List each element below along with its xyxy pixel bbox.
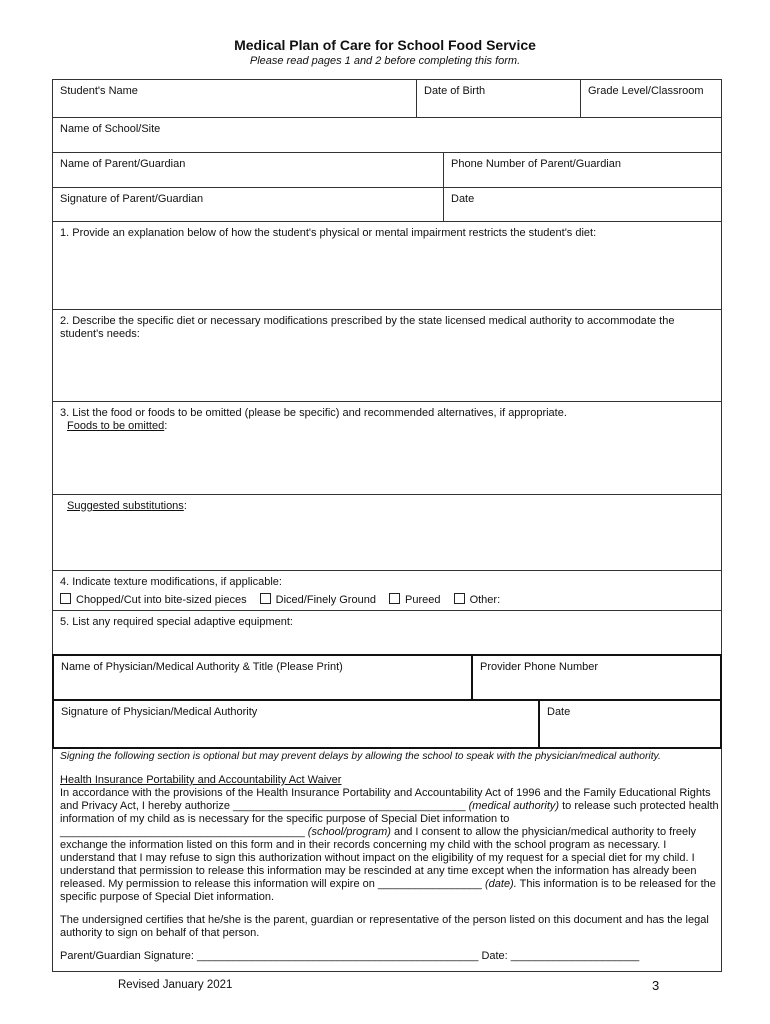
provider-phone-field[interactable] [471, 656, 720, 699]
date-of-birth-field[interactable] [416, 80, 580, 117]
optional-note: Signing the following section is optional but may prevent delays by allowing the school to speak with the physician/medical authority. [60, 751, 661, 762]
question-1-text: 1. Provide an explanation below of how the student's physical or mental impairment restricts the student's diet: [60, 227, 597, 239]
parent-name-label: Name of Parent/Guardian [60, 158, 186, 170]
provider-phone-label: Provider Phone Number [480, 661, 599, 673]
parent-signature-field[interactable] [53, 188, 443, 221]
student-name-label: Student's Name [60, 85, 138, 97]
question-3-text: 3. List the food or foods to be omitted (please be specific) and recommended alternatives, if appropriate. [60, 407, 567, 419]
parent-phone-field[interactable] [443, 153, 721, 187]
certification-paragraph: The undersigned certifies that he/she is the parent, guardian or representative of the person listed on this document and has the legal authority to sign on behalf of that person. [60, 914, 709, 939]
option-other[interactable]: Other: [454, 594, 501, 606]
parent-name-field[interactable] [53, 153, 443, 187]
grade-level-label: Grade Level/Classroom [588, 85, 704, 97]
physician-name-field[interactable] [54, 656, 471, 699]
page-number: 3 [652, 978, 660, 993]
physician-name-row [52, 654, 722, 701]
physician-name-label: Name of Physician/Medical Authority & Title (Please Print) [61, 661, 343, 673]
other-checkbox[interactable] [454, 593, 465, 604]
page-title: Medical Plan of Care for School Food Service [234, 37, 536, 53]
question-4-field [53, 571, 721, 611]
question-5-text: 5. List any required special adaptive equipment: [60, 616, 293, 628]
option-diced[interactable]: Diced/Finely Ground [260, 594, 376, 606]
option-chopped[interactable]: Chopped/Cut into bite-sized pieces [60, 594, 247, 606]
date-of-birth-label: Date of Birth [424, 85, 486, 97]
substitutions-field[interactable] [53, 495, 721, 571]
diced-checkbox[interactable] [260, 593, 271, 604]
student-info-row [53, 80, 721, 118]
foods-omitted-label: Foods to be omitted: [67, 420, 168, 432]
school-field[interactable] [53, 118, 721, 153]
question-3-field[interactable] [53, 402, 721, 495]
physician-signature-row [52, 701, 722, 749]
question-2-field[interactable] [53, 310, 721, 402]
hipaa-waiver-section [53, 749, 721, 971]
school-label: Name of School/Site [60, 123, 161, 135]
chopped-checkbox[interactable] [60, 593, 71, 604]
waiver-heading: Health Insurance Portability and Accountability Act Waiver [60, 774, 342, 786]
page-subtitle: Please read pages 1 and 2 before completing this form. [249, 55, 521, 67]
parent-phone-label: Phone Number of Parent/Guardian [451, 158, 621, 170]
revision-date: Revised January 2021 [118, 979, 233, 991]
parent-date-label: Date [451, 193, 475, 205]
option-pureed[interactable]: Pureed [389, 594, 440, 606]
parent-signature-row [53, 188, 721, 222]
parent-info-row [53, 153, 721, 188]
physician-signature-field[interactable] [54, 701, 538, 747]
physician-signature-label: Signature of Physician/Medical Authority [61, 706, 258, 718]
question-1-field[interactable] [53, 222, 721, 310]
student-name-field[interactable] [53, 80, 416, 117]
guardian-signature-line[interactable]: Parent/Guardian Signature: ______________________________________________ Date: _____________________ [60, 950, 640, 962]
question-2-text: 2. Describe the specific diet or necessary modifications prescribed by the state licensed medical authority to accommodate the student's needs: [60, 315, 675, 340]
pureed-checkbox[interactable] [389, 593, 400, 604]
substitutions-label: Suggested substitutions: [67, 500, 187, 512]
texture-options [60, 593, 510, 606]
waiver-body [60, 774, 720, 963]
question-5-field[interactable] [53, 611, 721, 654]
grade-level-field[interactable] [580, 80, 721, 117]
waiver-paragraph: In accordance with the provisions of the Health Insurance Portability and Accountability Act of 1996 and the Family Educational Rights and Privacy Act, I hereby authorize ______________________________________ (medical authority) to release such protected health information of my child as is necessary for the specific purpose of Special Diet information to ________________________________________ (school/program) and I consent to allow the physician/medical authority to freely exchange the information listed on this form and in their records concerning my child with the school program as necessary. I understand that I may refuse to sign this authorization without impact on the eligibility of my request for a special diet for my child. I understand that permission to release this information may be rescinded at any time except when the information has already been released. My permission to release this information will expire on _________________ (date). This information is to be released for the specific purpose of Special Diet information. [60, 787, 719, 903]
physician-date-field[interactable] [538, 701, 720, 747]
parent-signature-label: Signature of Parent/Guardian [60, 193, 204, 205]
physician-date-label: Date [547, 706, 571, 718]
parent-date-field[interactable] [443, 188, 721, 221]
care-plan-form [52, 79, 722, 972]
question-4-text: 4. Indicate texture modifications, if applicable: [60, 576, 282, 588]
